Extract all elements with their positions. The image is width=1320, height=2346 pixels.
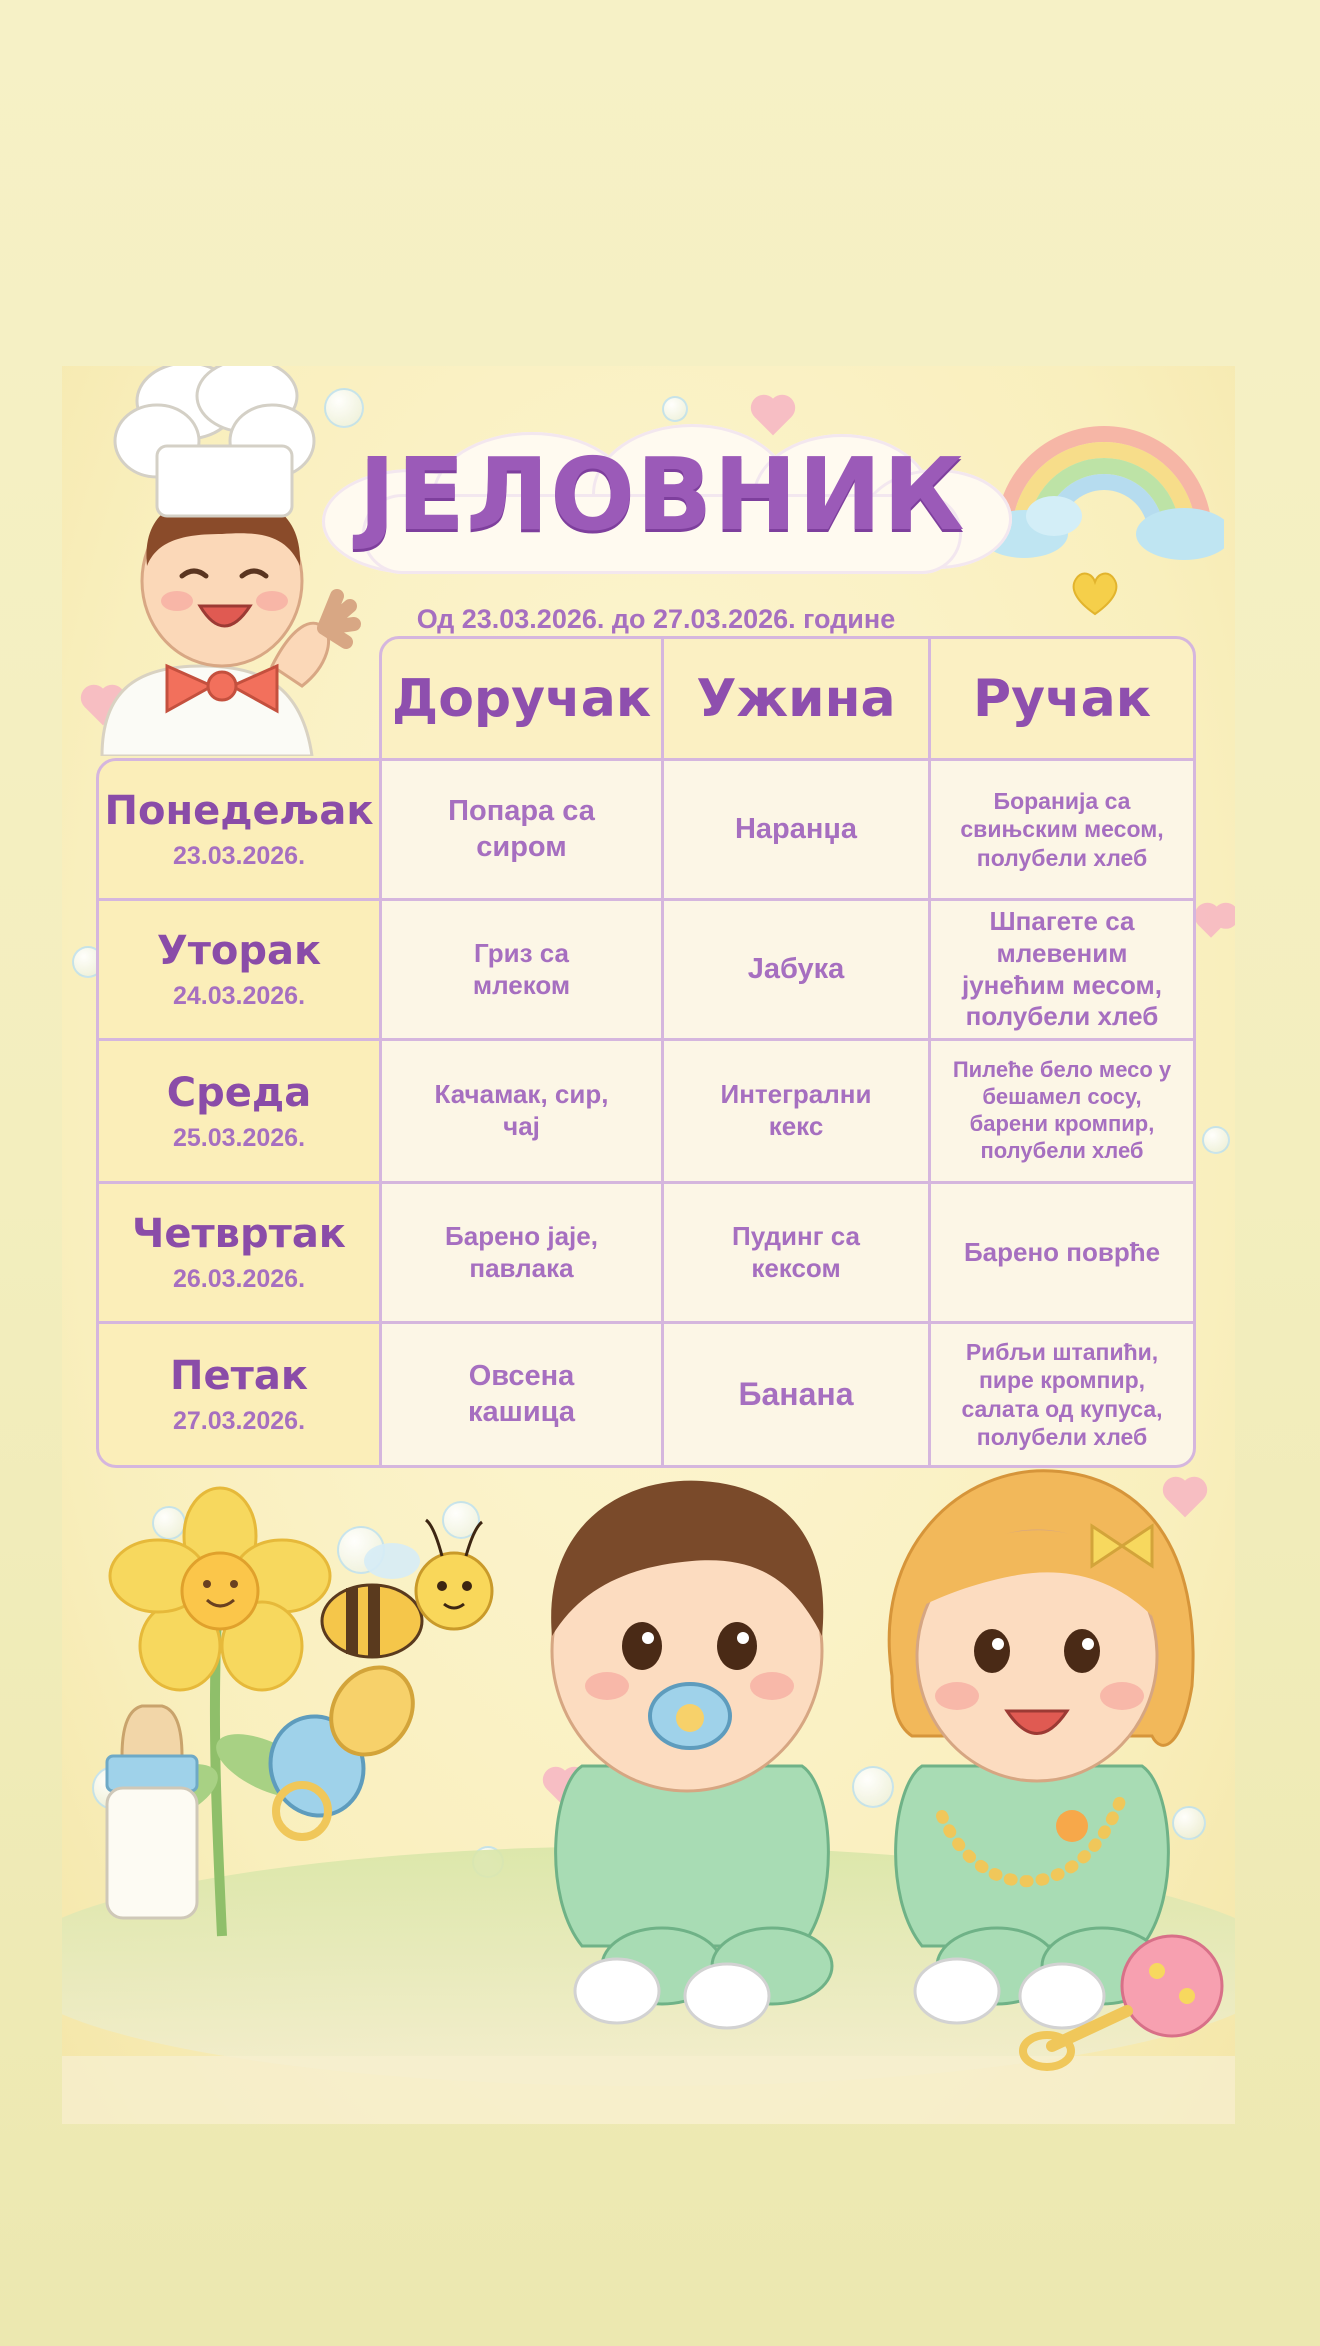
day-cell-wednesday [96,1038,382,1184]
snack-item: Интегрални кекс [720,1079,872,1141]
illustration-scene [62,1466,1235,2124]
date-range: Од 23.03.2026. до 27.03.2026. године [416,604,896,634]
breakfast-item: Барено јаје, павлака [445,1220,598,1283]
day-name: Среда [166,1069,312,1116]
baby-boy-icon [551,1481,832,2028]
day-name: Петак [170,1353,308,1399]
snack-cell [661,758,931,901]
breakfast-item: Попара са сиром [448,795,595,863]
day-name: Уторак [156,928,322,974]
breakfast-cell [379,758,664,901]
lunch-item: Рибљи штапићи, пире кромпир, салата од купуса, полубели хлеб [961,1339,1163,1450]
breakfast-cell [379,1181,664,1324]
day-date: 24.03.2026. [172,982,306,1010]
bee-icon [322,1520,492,1657]
snack-item: Јабука [747,952,845,985]
day-date: 27.03.2026. [172,1407,306,1435]
day-cell-tuesday [96,898,382,1041]
day-name: Четвртак [132,1211,346,1257]
column-header-lunch [928,636,1196,761]
lunch-item: Пилеће бело месо у бешамел сосу, барени кромпир, полубели хлеб [952,1057,1172,1163]
snack-item: Наранџа [734,812,858,845]
snack-cell [661,1181,931,1324]
snack-item: Пудинг са кексом [732,1220,860,1283]
lunch-cell [928,1321,1196,1468]
menu-table [96,636,1196,1468]
breakfast-item: Овсена кашица [468,1360,575,1428]
lunch-item: Барено поврће [963,1236,1161,1267]
lunch-cell [928,1181,1196,1324]
breakfast-item: Гриз са млеком [472,937,571,1000]
day-date: 23.03.2026. [172,842,306,870]
lunch-cell [928,898,1196,1041]
bubble-icon [662,396,688,422]
day-name: Понедељак [104,788,374,834]
page-title: ЈЕЛОВНИК [358,436,966,553]
column-header-label: Ручак [972,668,1152,729]
day-date: 25.03.2026. [172,1123,306,1152]
bubble-icon [1202,1126,1230,1154]
lunch-item: Боранија са свињским месом, полубели хлеб [960,788,1164,871]
menu-poster [62,366,1235,2124]
breakfast-cell [379,1038,664,1184]
column-header-label: Доручак [391,668,652,729]
lunch-cell [928,1038,1196,1184]
bottle-icon [107,1706,197,1918]
snack-item: Банана [738,1375,854,1412]
column-header-breakfast [379,636,664,761]
snack-cell [661,1321,931,1468]
lunch-item: Шпагете са млевеним јунећим месом, полубели хлеб [962,906,1162,1032]
breakfast-cell [379,898,664,1041]
snack-cell [661,898,931,1041]
column-header-snack [661,636,931,761]
breakfast-cell [379,1321,664,1468]
lunch-cell [928,758,1196,901]
day-cell-thursday [96,1181,382,1324]
day-date: 26.03.2026. [172,1265,306,1293]
column-header-label: Ужина [696,668,896,729]
breakfast-item: Качамак, сир, чај [434,1079,609,1141]
heart-icon [1198,912,1223,937]
day-cell-monday [96,758,382,901]
day-cell-friday [96,1321,382,1468]
snack-cell [661,1038,931,1184]
